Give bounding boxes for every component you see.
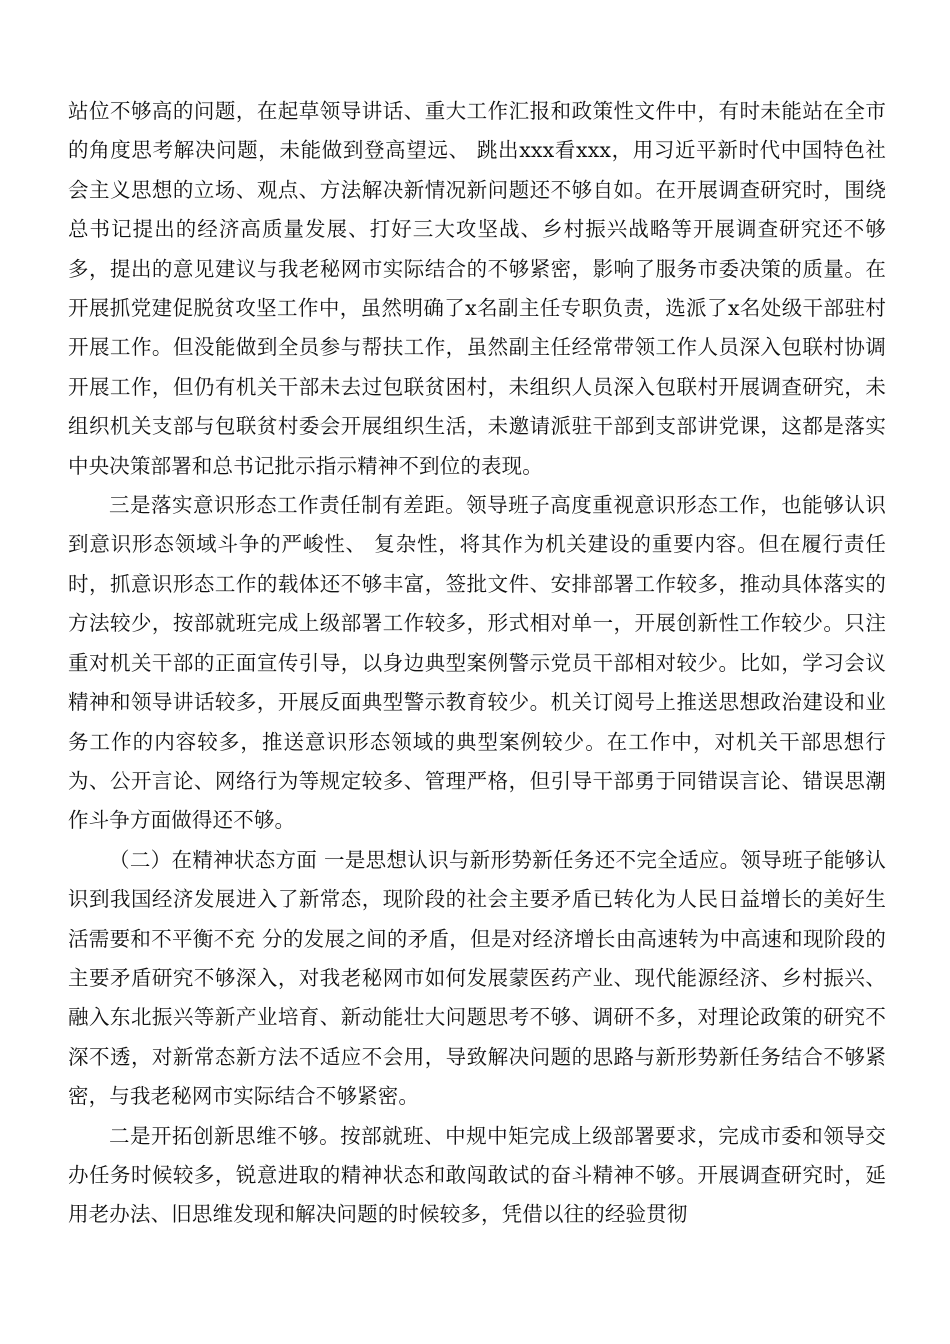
paragraph-2: 三是落实意识形态工作责任制有差距。领导班子高度重视意识形态工作，也能够认识到意识形态领域斗争的严峻性、 复杂性，将其作为机关建设的重要内容。但在履行责任时，抓意识形态工作的载体还不够丰富，签批文件、安排部署工作较多，推动具体落实的方法较少，按部就班完成上级部署工作较多，形式相对单一，开展创新性工作较少。只注重对机关干部的正面宣传引导，以身边典型案例警示党员干部相对较少。比如，学习会议精神和领导讲话较多，开展反面典型警示教育较少。机关订阅号上推送思想政治建设和业务工作的内容较多，推送意识形态领域的典型案例较少。在工作中，对机关干部思想行为、公开言论、网络行为等规定较多、管理严格，但引导干部勇于同错误言论、错误思潮作斗争方面做得还不够。 bbox=[68, 493, 886, 833]
paragraph-1: 站位不够高的问题，在起草领导讲话、重大工作汇报和政策性文件中，有时未能站在全市的角度思考解决问题，未能做到登高望远、 跳出xxx看xxx，用习近平新时代中国特色社会主义思想的立场、观点、方法解决新情况新问题还不够自如。在开展调查研究时，围绕总书记提出的经济高质量发展、打好三大攻坚战、乡村振兴战略等开展调查研究还不够多，提出的意见建议与我老秘网市实际结合的不够紧密，影响了服务市委决策的质量。在开展抓党建促脱贫攻坚工作中，虽然明确了x名副主任专职负责，选派了x名处级干部驻村开展工作。但没能做到全员参与帮扶工作，虽然副主任经常带领工作人员深入包联村协调开展工作，但仍有机关干部未去过包联贫困村，未组织人员深入包联村开展调查研究，未组织机关支部与包联贫村委会开展组织生活，未邀请派驻干部到支部讲党课，这都是落实中央决策部署和总书记批示指示精神不到位的表现。 bbox=[68, 99, 886, 478]
document-body bbox=[68, 92, 886, 1235]
paragraph-4: 二是开拓创新思维不够。按部就班、中规中矩完成上级部署要求，完成市委和领导交办任务时候较多，锐意进取的精神状态和敢闯敢试的奋斗精神不够。开展调查研究时，延用老办法、旧思维发现和解决问题的时候较多，凭借以往的经验贯彻 bbox=[68, 1123, 886, 1227]
paragraph-3: （二）在精神状态方面 一是思想认识与新形势新任务还不完全适应。领导班子能够认识到我国经济发展进入了新常态，现阶段的社会主要矛盾已转化为人民日益增长的美好生活需要和不平衡不充 分的发展之间的矛盾，但是对经济增长由高速转为中高速和现阶段的主要矛盾研究不够深入，对我老秘网市如何发展蒙医药产业、现代能源经济、乡村振兴、融入东北振兴等新产业培育、新动能壮大问题思考不够、调研不多，对理论政策的研究不深不透，对新常态新方法不适应不会用，导致解决问题的思路与新形势新任务结合不够紧密，与我老秘网市实际结合不够紧密。 bbox=[68, 847, 886, 1109]
